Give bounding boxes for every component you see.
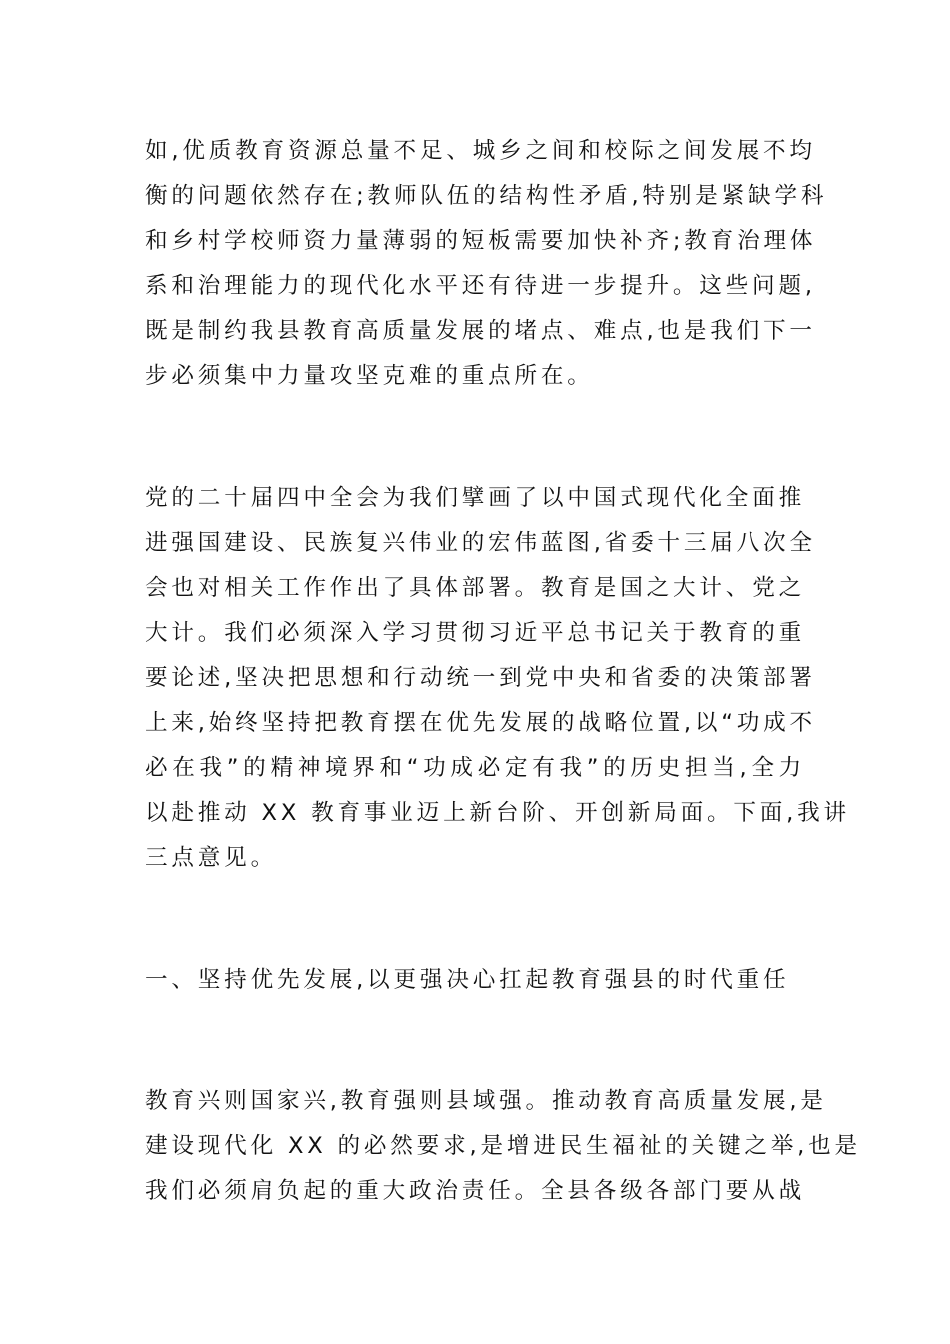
text-line: 我们必须肩负起的重大政治责任。全县各级各部门要从战 — [145, 1178, 805, 1204]
text-line: 既是制约我县教育高质量发展的堵点、难点,也是我们下一 — [145, 318, 816, 344]
text-line: 和乡村学校师资力量薄弱的短板需要加快补齐;教育治理体 — [145, 228, 817, 254]
text-line: 三点意见。 — [145, 845, 277, 871]
heading-text: 一、坚持优先发展,以更强决心扛起教育强县的时代重任 — [145, 967, 790, 993]
text-line: 党的二十届四中全会为我们擘画了以中国式现代化全面推 — [145, 485, 805, 511]
text-line: 上来,始终坚持把教育摆在优先发展的战略位置,以“功成不 — [145, 710, 816, 736]
text-line: 如,优质教育资源总量不足、城乡之间和校际之间发展不均 — [145, 138, 816, 164]
text-line: 建设现代化 XX 的必然要求,是增进民生福祉的关键之举,也是 — [145, 1133, 861, 1159]
text-line: 教育兴则国家兴,教育强则县域强。推动教育高质量发展,是 — [145, 1088, 827, 1114]
text-line: 衡的问题依然存在;教师队伍的结构性矛盾,特别是紧缺学科 — [145, 183, 828, 209]
text-line: 必在我”的精神境界和“功成必定有我”的历史担当,全力 — [145, 755, 805, 781]
text-line: 大计。我们必须深入学习贯彻习近平总书记关于教育的重 — [145, 620, 805, 646]
text-line: 步必须集中力量攻坚克难的重点所在。 — [145, 363, 594, 389]
text-line: 系和治理能力的现代化水平还有待进一步提升。这些问题, — [145, 273, 816, 299]
text-line: 要论述,坚决把思想和行动统一到党中央和省委的决策部署 — [145, 665, 816, 691]
text-line: 会也对相关工作作出了具体部署。教育是国之大计、党之 — [145, 575, 805, 601]
text-line: 进强国建设、民族复兴伟业的宏伟蓝图,省委十三届八次全 — [145, 530, 816, 556]
text-line: 以赴推动 XX 教育事业迈上新台阶、开创新局面。下面,我讲 — [145, 800, 850, 826]
